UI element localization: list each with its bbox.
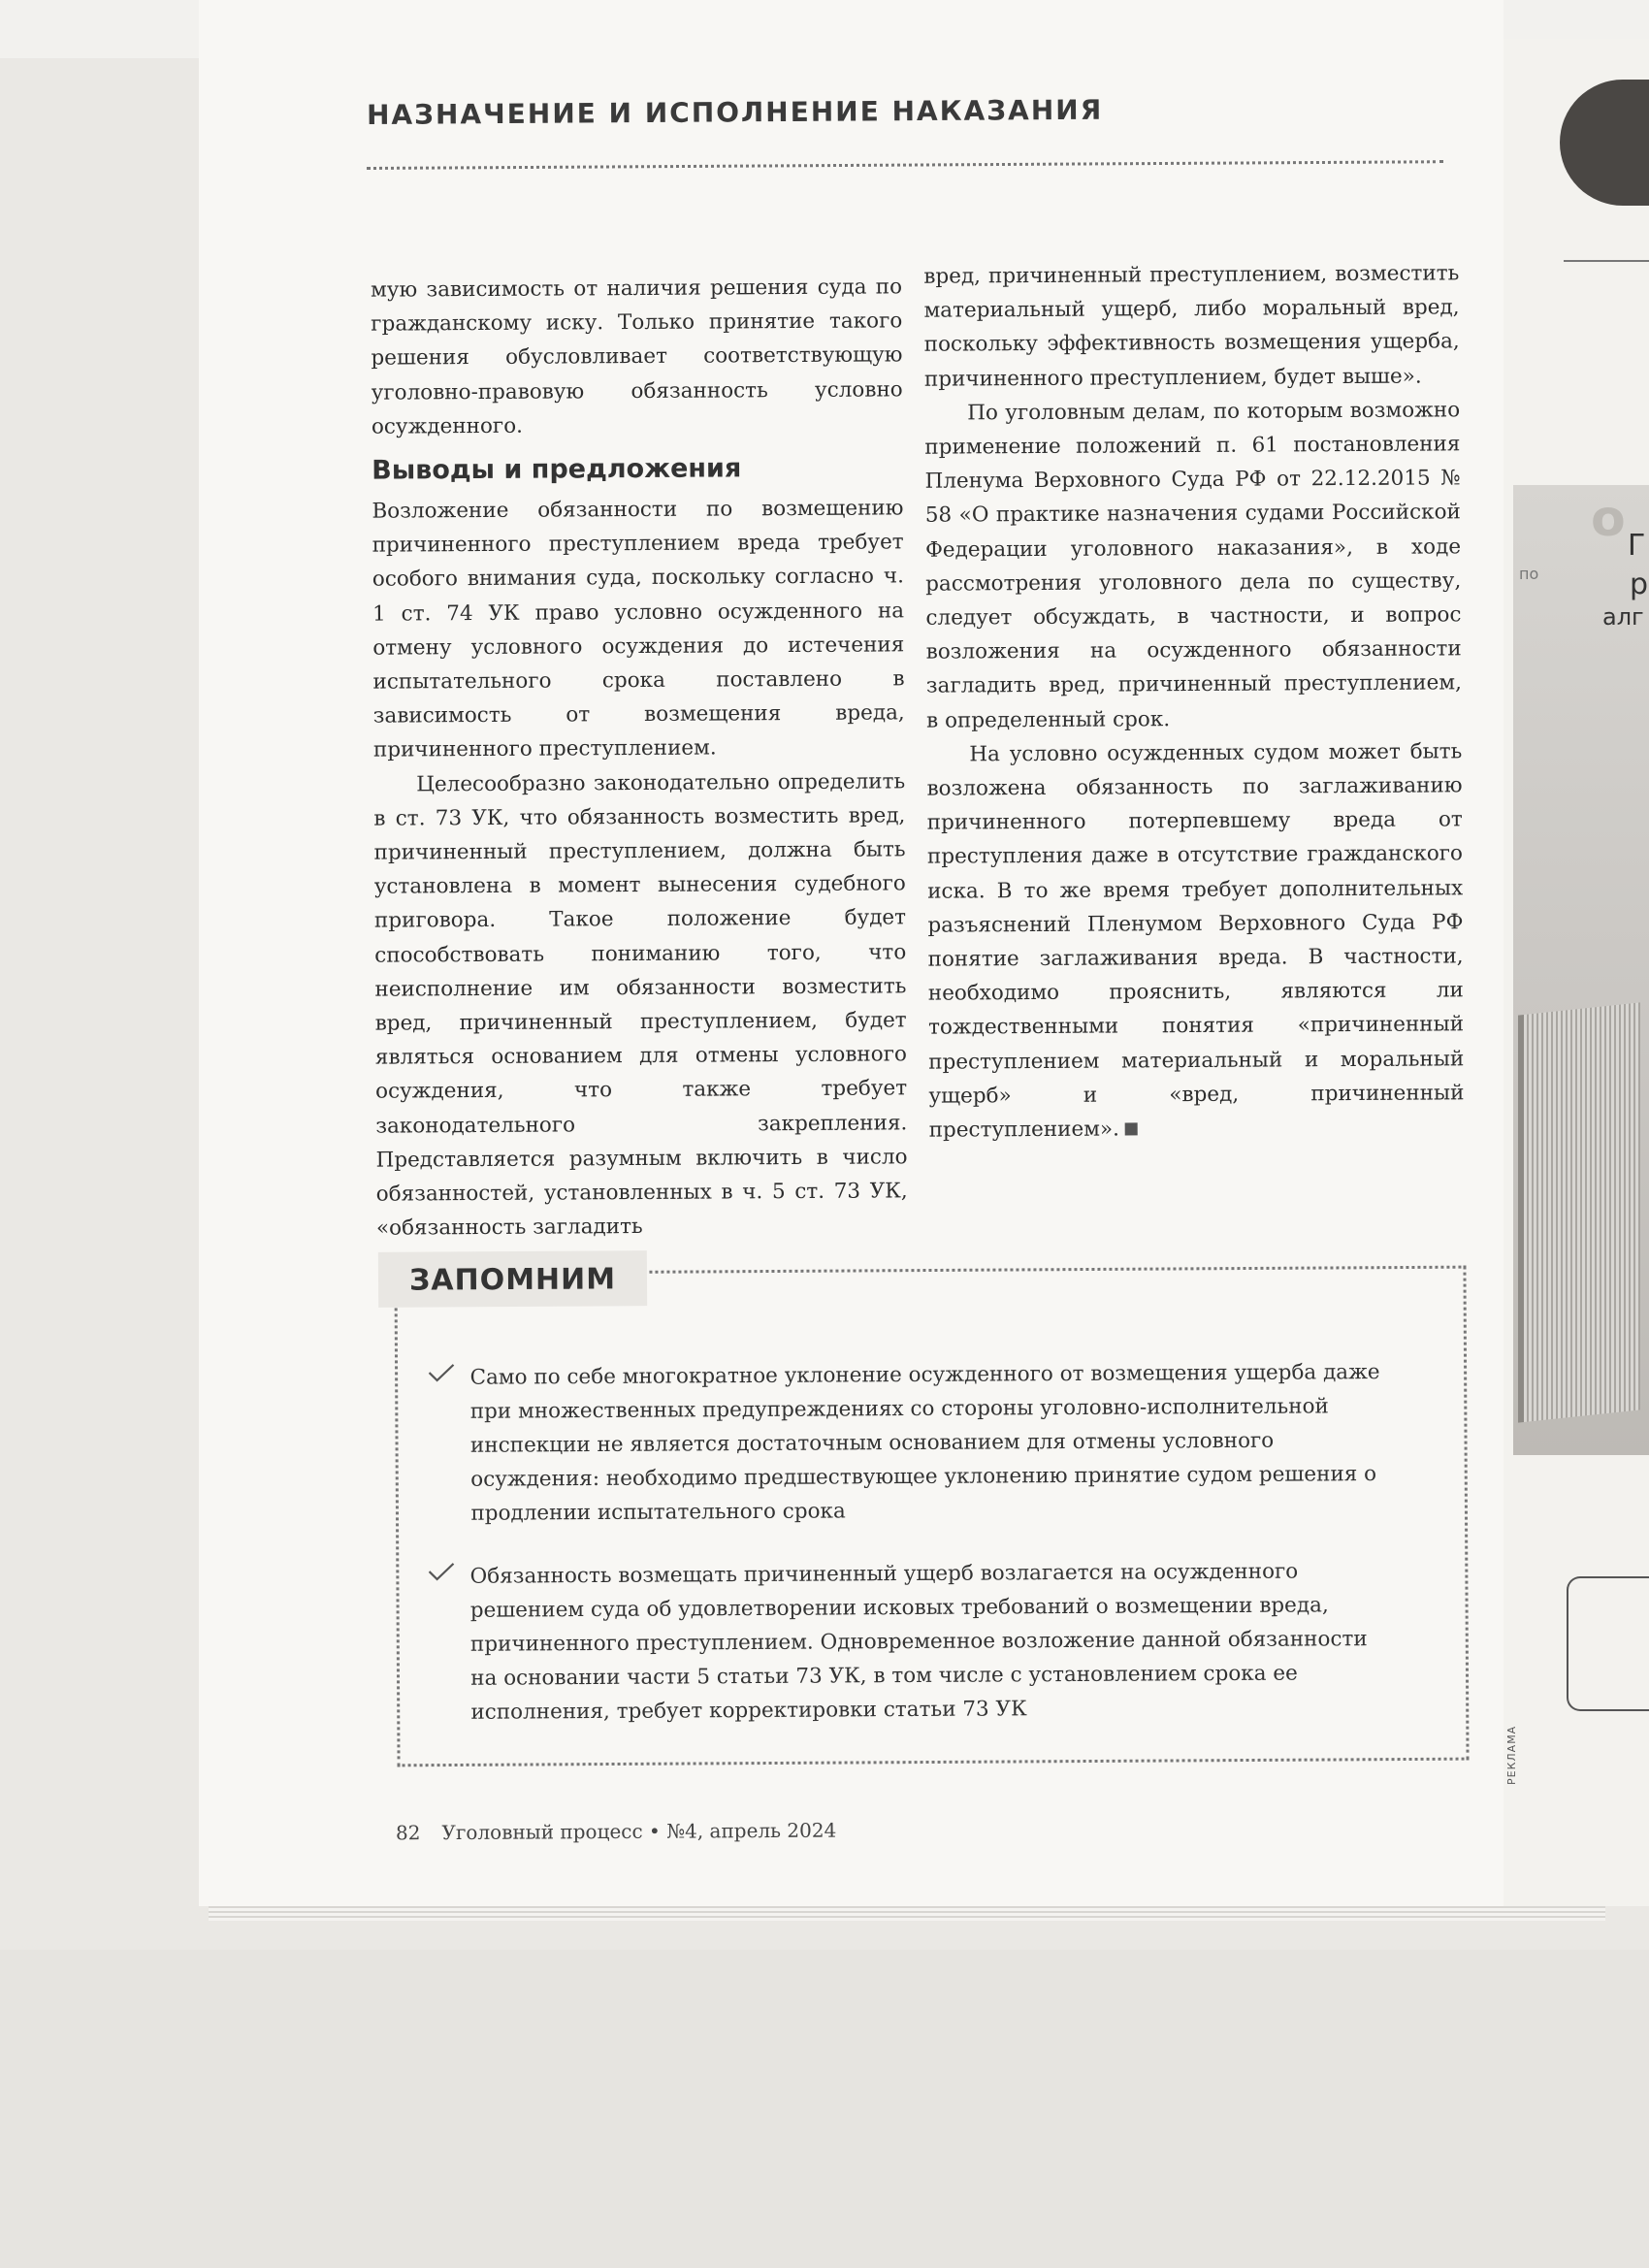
end-of-article-mark [1125,1122,1138,1135]
advert-label: РЕКЛАМА [1505,1725,1518,1785]
callout-item-text: Обязанность возмещать причиненный ущерб возлагается на осужденного решением суда об удовлетворении исковых требований о возмещении вреда, причиненного преступлением. Одновременное возложение данной обязанности на основании части 5 статьи 73 УК, в том числе с установлением срока ее исполнения, требует корректировки статьи 73 УК [469,1559,1368,1725]
paragraph-text: На условно осужденных судом может быть возложена обязанность по заглаживанию причиненного потерпевшему вреда от преступления даже в отсутствие гражданского иска. В то же время требует дополнительных разъяснений Пленумом Верховного Суда РФ понятие заглаживания вреда. В частности, необходимо прояснить, являются ли тождественными понятия «причиненный преступлением материальный и моральный ущерб» и «вред, причиненный преступлением». [926,739,1465,1143]
paragraph: По уголовным делам, по которым возможно применение положений п. 61 постановления Пленума Верховного Суда РФ от 22.12.2015 № 58 «О практике назначения судами Российской Федерации уголовного наказания», в ходе рассмотрения уголовного дела по существу, следует обсуждать, в частности, и вопрос возложения на осужденного обязанности загладить вред, причиненный преступлением, в определенный срок. [924,398,1462,733]
callout-item [426,1355,1397,1531]
adjacent-page-rule [1564,260,1649,262]
checkmark-icon [426,1560,465,1594]
journal-issue: Уголовный процесс • №4, апрель 2024 [441,1818,837,1845]
left-column [371,270,908,1246]
scan-bottom-area [0,1950,1649,2268]
callout-item [426,1554,1397,1730]
section-heading: Выводы и предложения [372,453,742,486]
adjacent-page-fragment: алг [1602,603,1644,631]
paragraph: вред, причиненный преступлением, возместить материальный ущерб, либо моральный вред, поскольку эффективность возмещения ущерба, причиненного преступлением, будет выше». [923,261,1460,392]
section-title: НАЗНАЧЕНИЕ И ИСПОЛНЕНИЕ НАКАЗАНИЯ [366,93,1104,131]
paragraph: мую зависимость от наличия решения суда по гражданскому иску. Только принятие такого решения обусловливает соответствующую уголовно-правовую обязанность условно осужденного. [370,275,903,439]
paragraph: Целесообразно законодательно определить в ст. 73 УК, что обязанность возместить вред, причиненный преступлением, должна быть установлена в момент вынесения судебного приговора. Такое положение будет способствовать пониманию того, что неисполнение им обязанности возместить вред, причиненный преступлением, будет являться основанием для отмены условного осуждения, что также требует законодательного закрепления. Представляется разумным включить в число обязанностей, установленных в ч. 5 ст. 73 УК, «обязанность загладить [373,768,908,1241]
paragraph [926,734,1465,1148]
adjacent-page-fragment: по [1519,565,1539,583]
adjacent-page-fragment: р [1630,567,1649,601]
checkmark-icon [426,1361,465,1395]
adjacent-page-book-illustration [1518,1002,1640,1422]
callout-item-text: Само по себе многократное уклонение осужденного от возмещения ущерба даже при множественных предупреждениях со стороны уголовно-исполнительной инспекции не является достаточным основанием для отмены условного осуждения: необходимо предшествующее уклонению принятие судом решения о продлении испытательного срока [469,1360,1380,1526]
page-footer [396,1819,836,1845]
adjacent-page-frame [1567,1576,1649,1711]
page-number: 82 [395,1821,421,1845]
adjacent-page-fragment: о [1591,490,1626,548]
right-column [923,256,1465,1148]
callout-title: ЗАПОМНИМ [378,1250,647,1308]
adjacent-page-fragment: Г [1628,529,1646,563]
paragraph: Возложение обязанности по возмещению причиненного преступлением вреда требует особого внимания суда, поскольку согласно ч. 1 ст. 74 УК право условно осужденного на отмену условного осуждения до истечения испытательного срока поставлено в зависимость от возмещения вреда, причиненного преступлением. [372,496,905,763]
